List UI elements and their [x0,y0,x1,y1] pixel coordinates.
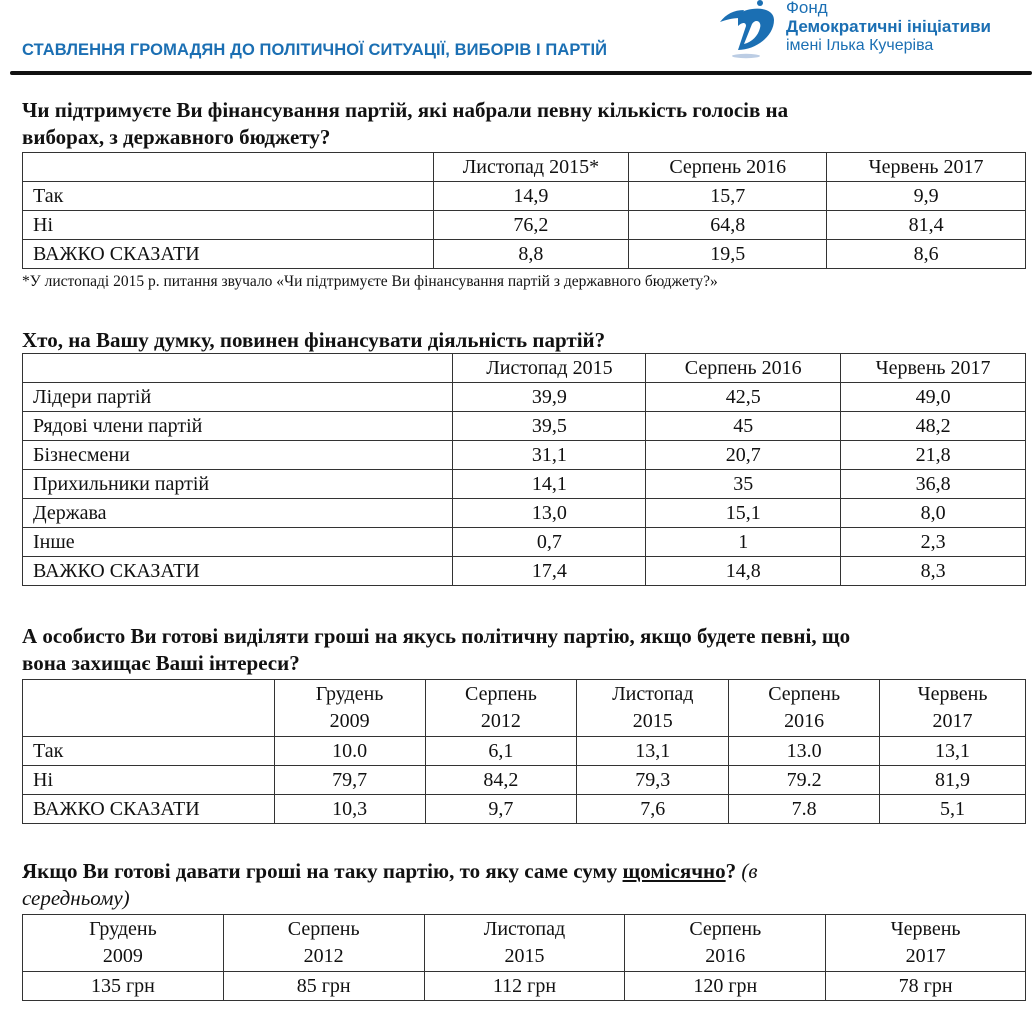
header-cell: Серпень 2012 [425,680,577,737]
value-cell: 8,0 [841,499,1026,528]
value-cell: 64,8 [629,211,827,240]
header-cell: Червень 2017 [841,354,1026,383]
header-cell [23,153,434,182]
row-label: Ні [23,766,275,795]
value-cell: 13,1 [577,737,729,766]
table-row [23,412,1026,441]
table-header-row [23,680,1026,737]
value-cell: 13.0 [729,737,880,766]
table-row [23,383,1026,412]
header-cell: Листопад 2015 [453,354,646,383]
value-cell: 8,6 [827,240,1026,269]
question-3-line-1: А особисто Ви готові виділяти гроші на якусь політичну партію, якщо будете певні, що [22,624,851,648]
table-monthly-amount [22,914,1026,1001]
header-cell [23,680,275,737]
value-cell: 9,9 [827,182,1026,211]
foundation-logo-icon [716,0,782,60]
value-cell: 7.8 [729,795,880,824]
value-cell: 36,8 [841,470,1026,499]
row-label: ВАЖКО СКАЗАТИ [23,795,275,824]
table-row [23,441,1026,470]
value-cell: 5,1 [880,795,1026,824]
value-cell: 79,7 [274,766,425,795]
question-1-line-2: виборах, з державного бюджету? [22,125,331,149]
value-cell: 6,1 [425,737,577,766]
value-cell: 79.2 [729,766,880,795]
report-section-title: СТАВЛЕННЯ ГРОМАДЯН ДО ПОЛІТИЧНОЇ СИТУАЦІЇ, ВИБОРІВ І ПАРТІЙ [22,41,608,59]
value-cell: 49,0 [841,383,1026,412]
header-divider [10,71,1032,75]
row-label: Так [23,182,434,211]
table-row [23,499,1026,528]
header-cell: Червень 2017 [827,153,1026,182]
value-cell: 84,2 [425,766,577,795]
value-cell: 135 грн [23,972,224,1001]
table-row [23,470,1026,499]
header-cell: Серпень 2016 [629,153,827,182]
value-cell: 13,0 [453,499,646,528]
value-cell: 14,8 [646,557,841,586]
row-label: Прихильники партій [23,470,453,499]
table-row [23,240,1026,269]
header-cell: Листопад 2015 [577,680,729,737]
value-cell: 112 грн [424,972,625,1001]
row-label: Так [23,737,275,766]
value-cell: 15,1 [646,499,841,528]
row-label: Інше [23,528,453,557]
question-2-title: Хто, на Вашу думку, повинен фінансувати діяльність партій? [22,328,606,352]
value-cell: 85 грн [223,972,424,1001]
value-cell: 8,8 [433,240,629,269]
row-label: Бізнесмени [23,441,453,470]
value-cell: 45 [646,412,841,441]
foundation-logo [716,0,1032,62]
value-cell: 14,9 [433,182,629,211]
table-header-row [23,354,1026,383]
emphasis-monthly: щомісячно [622,859,726,883]
value-cell: 13,1 [880,737,1026,766]
value-cell: 78 грн [826,972,1026,1001]
table-row [23,737,1026,766]
value-cell: 21,8 [841,441,1026,470]
value-cell: 19,5 [629,240,827,269]
value-cell: 17,4 [453,557,646,586]
table-row [23,528,1026,557]
table-row [23,972,1026,1001]
row-label: Держава [23,499,453,528]
value-cell: 39,5 [453,412,646,441]
value-cell: 1 [646,528,841,557]
table-header-row [23,153,1026,182]
value-cell: 42,5 [646,383,841,412]
header-cell: Серпень 2016 [646,354,841,383]
table-row [23,795,1026,824]
header-cell: Грудень 2009 [274,680,425,737]
table-row [23,211,1026,240]
table-willing-to-donate [22,679,1026,824]
value-cell: 39,9 [453,383,646,412]
row-label: ВАЖКО СКАЗАТИ [23,557,453,586]
table-row [23,766,1026,795]
value-cell: 20,7 [646,441,841,470]
question-3-title [22,623,850,677]
header-cell: Грудень 2009 [23,915,224,972]
value-cell: 31,1 [453,441,646,470]
value-cell: 15,7 [629,182,827,211]
header-cell: Червень 2017 [826,915,1026,972]
header-cell: Листопад 2015* [433,153,629,182]
question-1-line-1: Чи підтримуєте Ви фінансування партій, які набрали певну кількість голосів на [22,98,789,122]
table-state-budget-funding [22,152,1026,269]
row-label: Лідери партій [23,383,453,412]
table-header-row [23,915,1026,972]
value-cell: 120 грн [625,972,826,1001]
value-cell: 81,4 [827,211,1026,240]
logo-line-1: Фонд [786,0,828,17]
value-cell: 2,3 [841,528,1026,557]
logo-line-2: Демократичні ініціативи [786,17,992,36]
row-label: Ні [23,211,434,240]
value-cell: 10.0 [274,737,425,766]
value-cell: 35 [646,470,841,499]
question-4-title: Якщо Ви готові давати гроші на таку партію, то яку саме суму щомісячно? (в середньому) [22,859,758,910]
table-row [23,182,1026,211]
value-cell: 8,3 [841,557,1026,586]
value-cell: 9,7 [425,795,577,824]
value-cell: 76,2 [433,211,629,240]
header-cell: Серпень 2016 [625,915,826,972]
value-cell: 10,3 [274,795,425,824]
question-1-title [22,97,788,151]
header-cell: Серпень 2012 [223,915,424,972]
value-cell: 79,3 [577,766,729,795]
row-label: Рядові члени партій [23,412,453,441]
table-row [23,557,1026,586]
header-cell: Листопад 2015 [424,915,625,972]
header-cell: Червень 2017 [880,680,1026,737]
header-cell: Серпень 2016 [729,680,880,737]
table-who-should-fund [22,353,1026,586]
header-cell [23,354,453,383]
table-1-footnote: *У листопаді 2015 р. питання звучало «Чи підтримуєте Ви фінансування партій з державного бюджету?» [22,273,718,290]
value-cell: 0,7 [453,528,646,557]
question-3-line-2: вона захищає Ваші інтереси? [22,651,300,675]
value-cell: 81,9 [880,766,1026,795]
value-cell: 14,1 [453,470,646,499]
row-label: ВАЖКО СКАЗАТИ [23,240,434,269]
value-cell: 7,6 [577,795,729,824]
logo-line-3: імені Ілька Кучеріва [786,37,934,54]
value-cell: 48,2 [841,412,1026,441]
